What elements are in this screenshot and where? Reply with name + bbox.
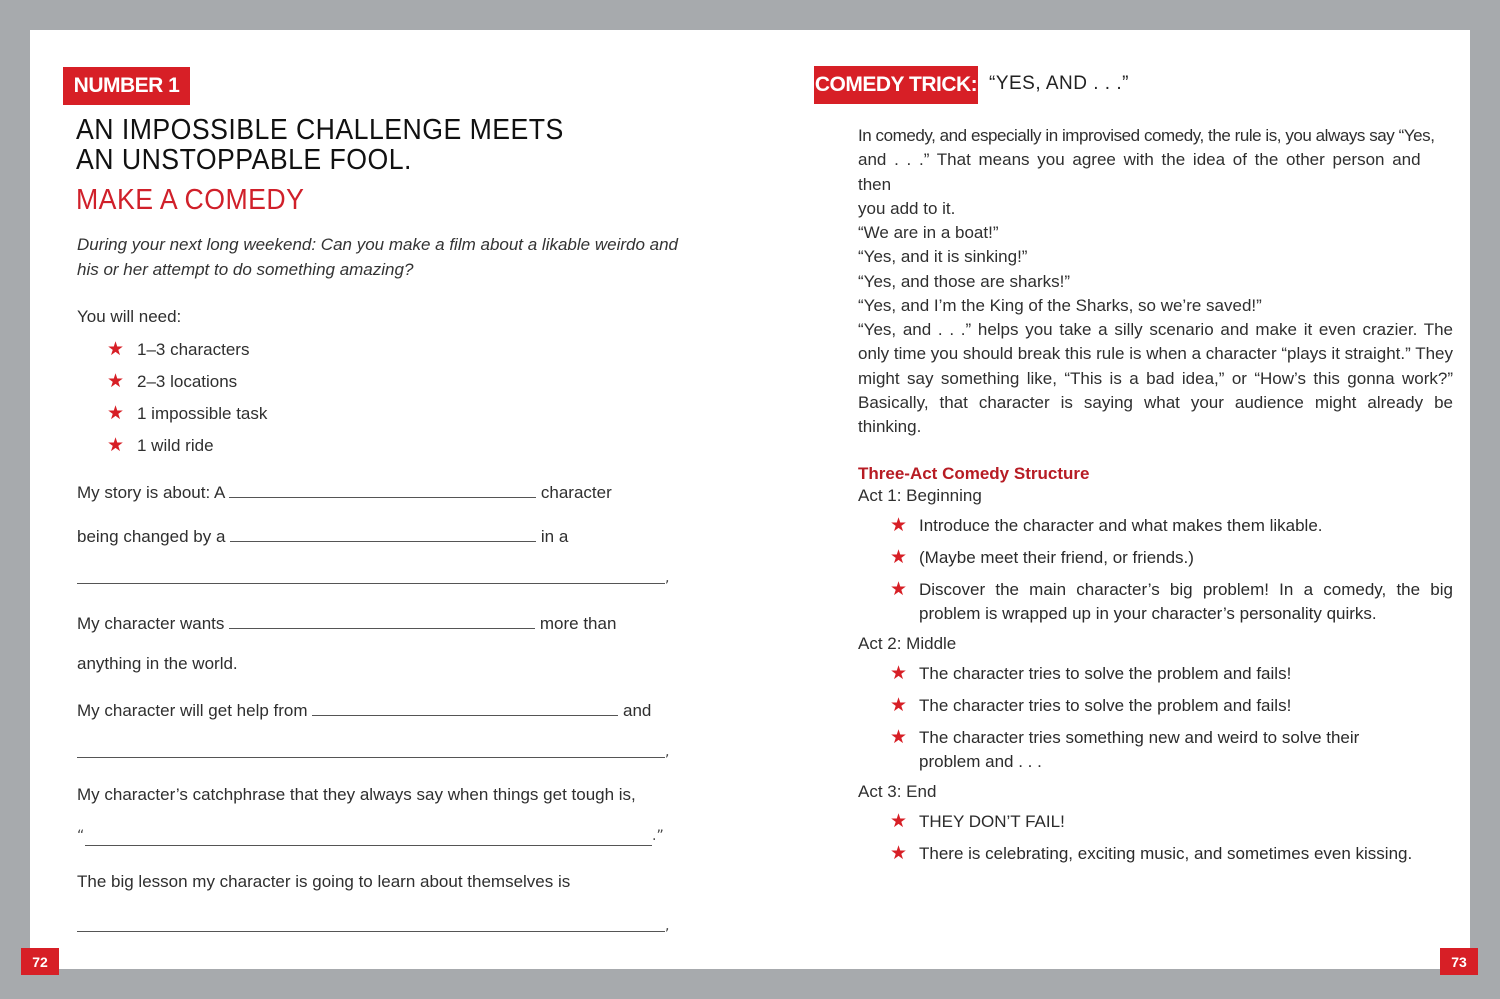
act-label: Act 2: Middle <box>858 634 957 653</box>
act-item <box>890 810 1453 834</box>
page-number-left: 72 <box>21 948 59 975</box>
dialogue-line: “Yes, and I’m the King of the Sharks, so we’re saved!” <box>858 296 1262 316</box>
help-blank-field[interactable] <box>312 697 618 716</box>
needs-item <box>107 368 267 400</box>
help-prompt <box>77 697 651 722</box>
act-label: Act 3: End <box>858 782 937 801</box>
help-second-blank-field[interactable] <box>77 757 665 758</box>
catchphrase-prompt: My character’s catchphrase that they always say when things get tough is, <box>77 785 636 804</box>
catchphrase-blank-field[interactable] <box>85 845 652 846</box>
section-title: Three-Act Comedy Structure <box>858 464 1090 483</box>
act-item <box>890 514 1453 538</box>
prompt-text: more than <box>539 614 617 633</box>
comedy-trick-label: COMEDY TRICK: <box>814 66 978 104</box>
close-quote: .” <box>652 828 664 844</box>
star-bullet-icon: ★ <box>890 514 908 536</box>
act-item <box>890 694 1453 718</box>
story-prompt <box>77 479 612 504</box>
paragraph-line: you add to it. <box>858 198 956 218</box>
act-item <box>890 546 1453 570</box>
dialogue-line: “Yes, and those are sharks!” <box>858 271 1070 291</box>
act-item-text: There is celebrating, exciting music, and sometimes even kissing. <box>919 844 1413 863</box>
star-bullet-icon: ★ <box>890 842 908 864</box>
needs-item <box>107 400 267 432</box>
act-item-text: The character tries something new and weird to solve their problem and . . . <box>919 728 1360 771</box>
activity-subhead: MAKE A COMEDY <box>76 184 305 216</box>
book-spread <box>30 30 1470 969</box>
page-number-right: 73 <box>1440 948 1478 975</box>
act-item-text: THEY DON’T FAIL! <box>919 812 1065 831</box>
comedy-trick-title: “YES, AND . . .” <box>989 73 1129 94</box>
act-item <box>890 842 1453 866</box>
wants-continuation: anything in the world. <box>77 654 238 673</box>
prompt-text: My character wants <box>77 614 225 633</box>
act-list <box>890 514 1453 626</box>
lesson-prompt: The big lesson my character is going to learn about themselves is <box>77 872 571 891</box>
setting-blank-field[interactable] <box>77 583 665 584</box>
prompt-text: in a <box>540 527 569 546</box>
yes-and-explanation: “Yes, and . . .” helps you take a silly scenario and make it even crazier. The only time you should break this rule is when a character “plays it straight.” They might say something like, “This is a bad idea,” or “How’s this gonna work?” Basically, that character is saying what your audience might already be thinking. <box>858 320 1453 437</box>
paragraph-line: In comedy, and especially in improvised comedy, the rule is, you always say “Yes, <box>858 126 1435 145</box>
star-bullet-icon: ★ <box>890 810 908 832</box>
act-label: Act 1: Beginning <box>858 486 982 505</box>
comma: , <box>665 570 670 586</box>
star-bullet-icon: ★ <box>107 434 125 456</box>
comma: , <box>665 744 670 760</box>
story-blank-field[interactable] <box>229 479 536 498</box>
act-item-text: Discover the main character’s big problem! In a comedy, the big problem is wrapped up in your character’s personality quirks. <box>919 580 1453 623</box>
needs-item-text: 1–3 characters <box>137 340 250 359</box>
open-quote: “ <box>77 828 85 844</box>
needs-item-text: 1 impossible task <box>137 404 268 423</box>
needs-item <box>107 336 267 368</box>
act-item <box>890 726 1453 774</box>
act-item-text: Introduce the character and what makes them likable. <box>919 516 1323 535</box>
left-page <box>30 30 750 969</box>
act-list <box>890 810 1453 866</box>
prompt-text: and <box>623 701 652 720</box>
changed-prompt <box>77 523 568 548</box>
act-item-text: The character tries to solve the problem and fails! <box>919 696 1292 715</box>
needs-label: You will need: <box>77 307 182 326</box>
prompt-text: My character will get help from <box>77 701 308 720</box>
star-bullet-icon: ★ <box>890 662 908 684</box>
star-bullet-icon: ★ <box>107 402 125 424</box>
wants-blank-field[interactable] <box>229 610 535 629</box>
three-act-structure <box>858 464 1453 874</box>
wants-prompt <box>77 610 616 635</box>
dialogue-line: “Yes, and it is sinking!” <box>858 247 1028 267</box>
star-bullet-icon: ★ <box>890 726 908 748</box>
act-list <box>890 662 1453 774</box>
paragraph-line: and . . .” That means you agree with the idea of the other person and then <box>858 150 1421 194</box>
dialogue-line: “We are in a boat!” <box>858 223 999 243</box>
star-bullet-icon: ★ <box>890 578 908 600</box>
needs-item-text: 1 wild ride <box>137 436 214 455</box>
lesson-blank-field[interactable] <box>77 931 665 932</box>
changed-blank-field[interactable] <box>230 523 536 542</box>
right-page <box>750 30 1470 969</box>
yes-and-intro <box>858 124 1453 318</box>
needs-item <box>107 432 267 464</box>
star-bullet-icon: ★ <box>107 370 125 392</box>
act-item <box>890 578 1453 626</box>
activity-headline: AN IMPOSSIBLE CHALLENGE MEETS AN UNSTOPPABLE FOOL. <box>76 114 564 176</box>
prompt-text: character <box>540 483 612 502</box>
activity-number-label: NUMBER 1 <box>63 67 190 105</box>
act-item-text: The character tries to solve the problem and fails! <box>919 664 1292 683</box>
prompt-text: My story is about: A <box>77 483 225 502</box>
act-item <box>890 662 1453 686</box>
prompt-text: being changed by a <box>77 527 226 546</box>
star-bullet-icon: ★ <box>107 338 125 360</box>
star-bullet-icon: ★ <box>890 546 908 568</box>
star-bullet-icon: ★ <box>890 694 908 716</box>
needs-item-text: 2–3 locations <box>137 372 238 391</box>
comma: , <box>665 918 670 934</box>
activity-intro: During your next long weekend: Can you make a film about a likable weirdo and his or her attempt to do something amazing? <box>77 235 679 279</box>
act-item-text: (Maybe meet their friend, or friends.) <box>919 548 1194 567</box>
needs-list <box>107 336 267 464</box>
